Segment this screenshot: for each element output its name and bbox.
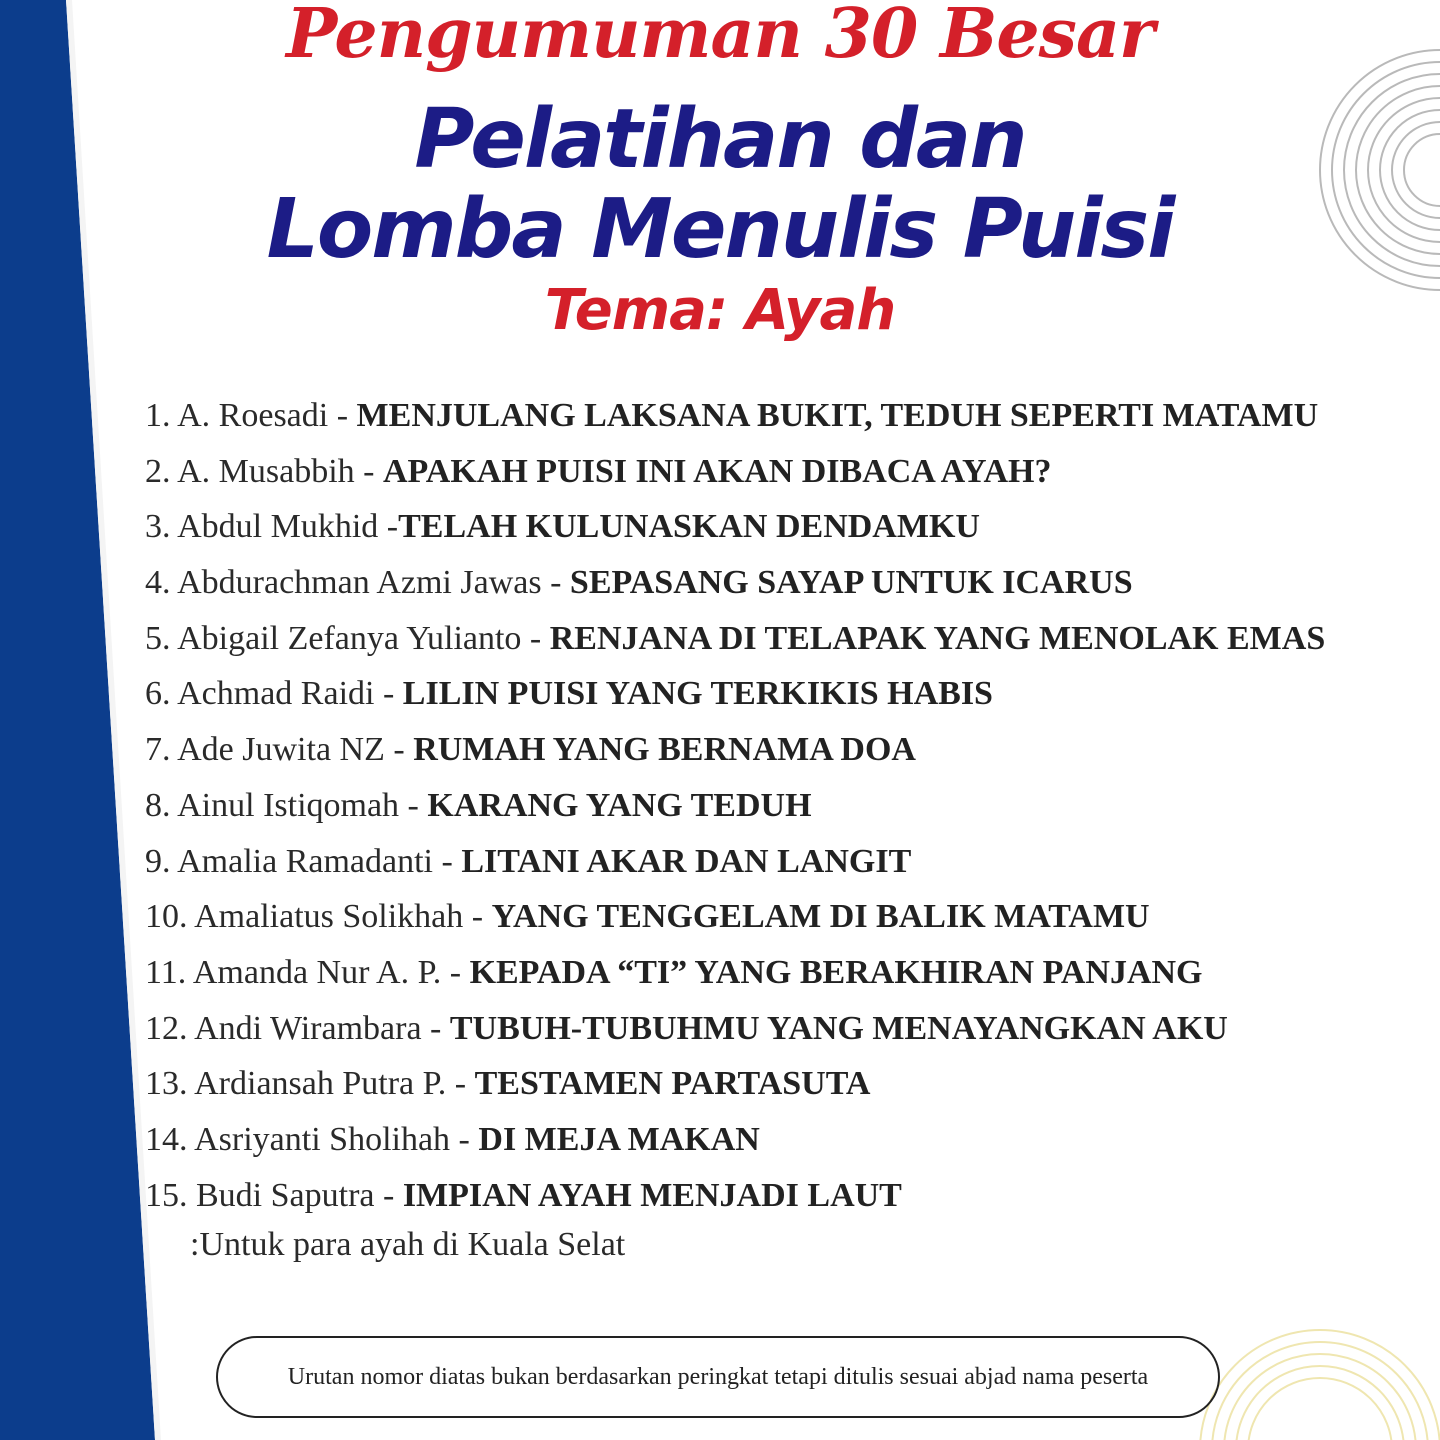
list-item (145, 836, 1405, 892)
participant-name: 6. Achmad Raidi - (145, 675, 403, 713)
participant-name: 11. Amanda Nur A. P. - (145, 953, 470, 991)
list-item (145, 891, 1405, 947)
poem-title: TUBUH-TUBUHMU YANG MENAYANGKAN AKU (449, 1009, 1228, 1047)
poem-title: YANG TENGGELAM DI BALIK MATAMU (491, 898, 1150, 936)
list-item (145, 446, 1405, 502)
poem-title: IMPIAN AYAH MENJADI LAUT (402, 1176, 902, 1214)
poem-title: TELAH KULUNASKAN DENDAMKU (398, 508, 980, 546)
poem-title: KARANG YANG TEDUH (427, 786, 812, 824)
dedication-text: :Untuk para ayah di Kuala Selat (190, 1226, 626, 1263)
participant-name: 4. Abdurachman Azmi Jawas - (145, 564, 570, 602)
announcement-title-text: Pengumuman 30 Besar (286, 0, 1154, 74)
list-item (145, 501, 1405, 557)
poem-title: RUMAH YANG BERNAMA DOA (413, 731, 916, 769)
participant-name: 3. Abdul Mukhid - (145, 508, 399, 546)
list-item (145, 1003, 1405, 1059)
participant-name: 1. A. Roesadi - (145, 397, 357, 434)
participant-name: 5. Abigail Zefanya Yulianto - (145, 619, 550, 657)
list-item (145, 557, 1405, 613)
list-item (145, 613, 1405, 669)
participant-name: 9. Amalia Ramadanti - (145, 842, 462, 880)
theme-label: Tema: Ayah (544, 278, 896, 343)
list-item (145, 780, 1405, 836)
list-item (145, 724, 1405, 780)
poem-title: LITANI AKAR DAN LANGIT (461, 842, 912, 880)
participant-name: 2. A. Musabbih - (145, 452, 383, 490)
event-title-line-2: Lomba Menulis Puisi (266, 182, 1174, 277)
list-item (145, 1170, 1405, 1226)
list-item (145, 390, 1405, 446)
poem-title: APAKAH PUISI INI AKAN DIBACA AYAH? (383, 452, 1052, 490)
list-item (145, 668, 1405, 724)
participant-name: 7. Ade Juwita NZ - (145, 731, 414, 769)
poem-title: KEPADA “TI” YANG BERAKHIRAN PANJANG (469, 953, 1203, 991)
poem-title: TESTAMEN PARTASUTA (474, 1065, 871, 1103)
announcement-title (0, 0, 1440, 74)
participant-name: 12. Andi Wirambara - (145, 1009, 450, 1047)
poem-title: DI MEJA MAKAN (478, 1120, 760, 1158)
list-item (145, 947, 1405, 1003)
poem-title: LILIN PUISI YANG TERKIKIS HABIS (402, 675, 993, 713)
event-title-line-1: Pelatihan dan (414, 92, 1026, 187)
participant-name: 10. Amaliatus Solikhah - (145, 898, 492, 936)
poem-title: RENJANA DI TELAPAK YANG MENOLAK EMAS (549, 619, 1326, 657)
footer-note: Urutan nomor diatas bukan berdasarkan peringkat tetapi ditulis sesuai abjad nama peserta (216, 1336, 1220, 1418)
list-item (145, 1058, 1405, 1114)
participant-name: 8. Ainul Istiqomah - (145, 786, 428, 824)
participant-name: 13. Ardiansah Putra P. - (145, 1065, 475, 1103)
participant-name: 14. Asriyanti Sholihah - (145, 1120, 479, 1158)
participant-name: 15. Budi Saputra - (145, 1176, 403, 1214)
participant-list (145, 390, 1405, 1225)
poem-title: MENJULANG LAKSANA BUKIT, TEDUH SEPERTI MATAMU (356, 397, 1319, 434)
list-item (145, 1114, 1405, 1170)
poem-title: SEPASANG SAYAP UNTUK ICARUS (569, 564, 1133, 602)
